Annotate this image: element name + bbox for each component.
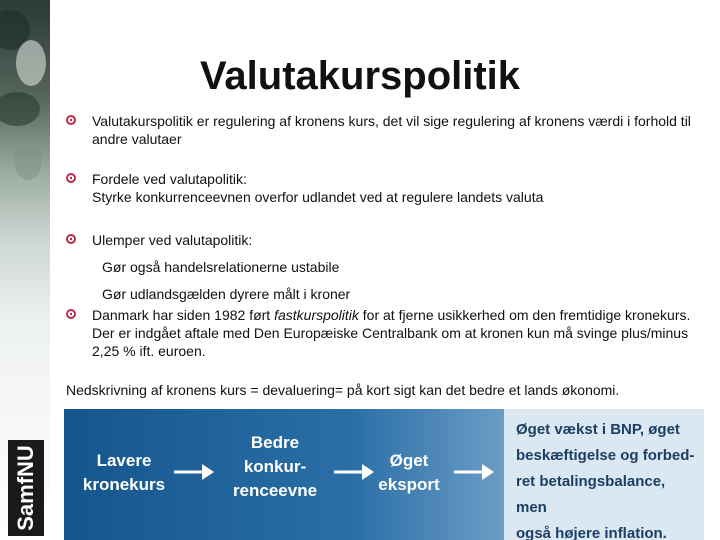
devaluation-note: Nedskrivning af kronens kurs = devaluering= på kort sigt kan det bedre et lands økonomi. xyxy=(66,382,620,398)
flow-box-lower-rate: Lavere kronekurs xyxy=(82,451,166,494)
advantages-detail: Styrke konkurrenceevnen overfor udlandet ved at regulere landets valuta xyxy=(92,189,544,205)
flow-box-competitiveness: Bedre konkur- renceevne xyxy=(232,433,318,500)
bullet-text: Danmark har siden 1982 ført fastkurspolitik for at fjerne usikkerhed om den fremtidige kronekurs. Der er indgået aftale med Den Europæiske Centralbank om at kronen kun må svinge plus/minus 2,25 % ift. euroen. xyxy=(92,307,691,359)
bullet-circle-icon xyxy=(66,309,76,319)
flow-box-exports: Øget eksport xyxy=(378,451,440,494)
bullet-text: Valutakurspolitik er regulering af kronens kurs, det vil sige regulering af kronens værdi i forhold til andre valutaer xyxy=(92,113,691,147)
advantages-heading: Fordele ved valutapolitik: xyxy=(92,171,247,187)
bullet-fixed-rate xyxy=(66,306,706,360)
arrow-right-icon xyxy=(452,459,496,485)
samfnu-logo xyxy=(8,440,44,536)
bullet-circle-icon xyxy=(66,173,76,183)
slide-title: Valutakurspolitik xyxy=(199,54,521,98)
bullet-circle-icon xyxy=(66,115,76,125)
sub-item: Gør også handelsrelationerne ustabile xyxy=(102,259,340,275)
logo-text: SamfNU xyxy=(13,445,39,531)
arrow-right-icon xyxy=(172,459,216,485)
italic-term: fastkurspolitik xyxy=(274,307,359,323)
sub-item: Gør udlandsgælden dyrere målt i kroner xyxy=(102,286,351,302)
bullet-text xyxy=(92,170,706,206)
flow-box-outcome: Øget vækst i BNP, øget beskæftigelse og forbed- ret betalingsbalance, men også højere inflation. xyxy=(516,421,695,540)
bullet-circle-icon xyxy=(66,234,76,244)
bullet-advantages xyxy=(66,170,706,206)
bullet-definition xyxy=(66,112,706,148)
devaluation-flow-diagram xyxy=(64,409,704,540)
bullet-disadvantages xyxy=(66,231,706,249)
bullet-text: Ulemper ved valutapolitik: xyxy=(92,232,253,248)
